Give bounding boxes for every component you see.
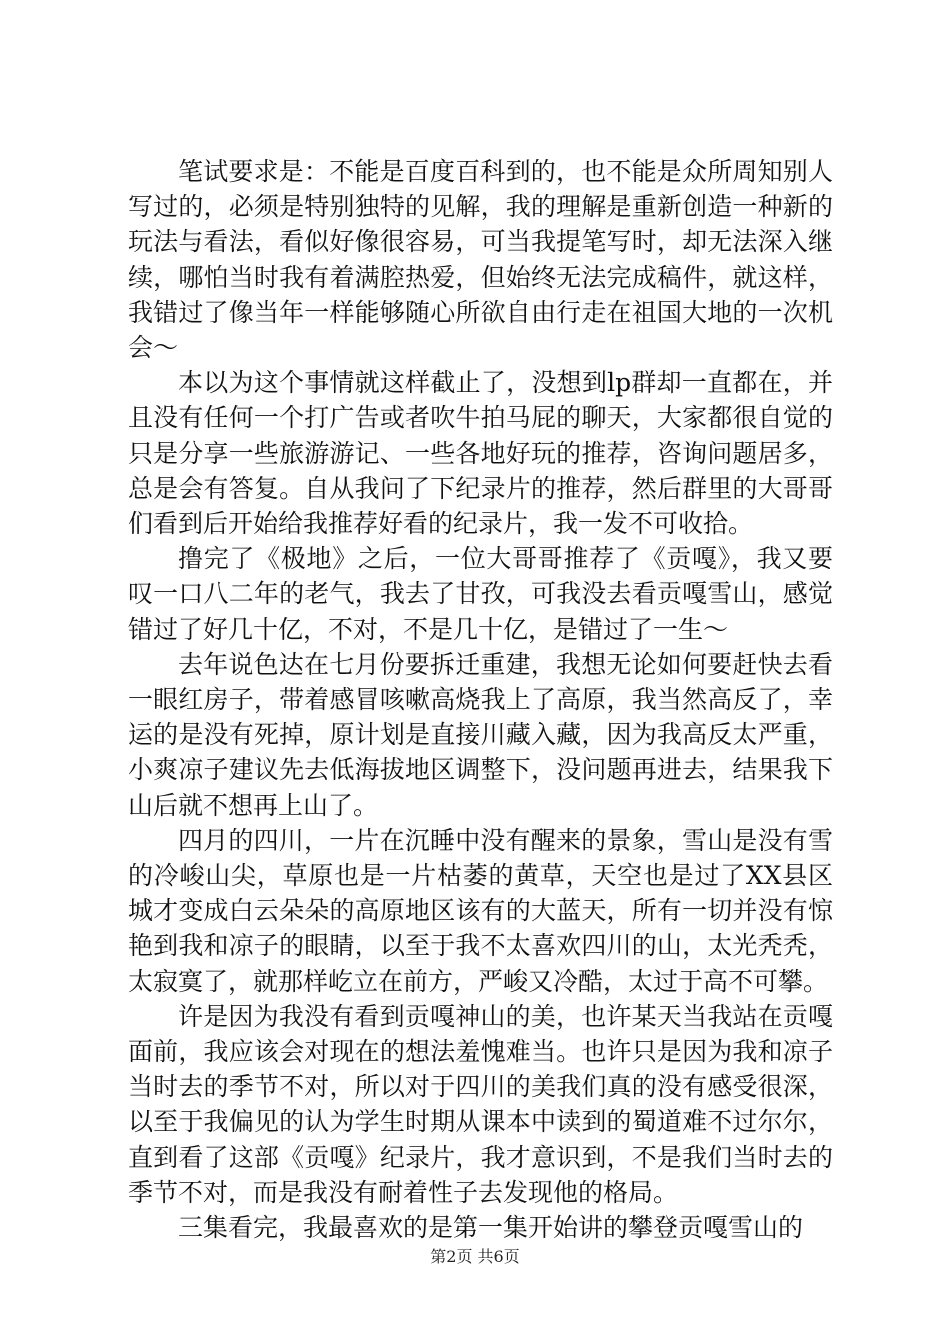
paragraph: 三集看完，我最喜欢的是第一集开始讲的攀登贡嘎雪山的: [178, 1213, 804, 1243]
paragraph: 笔试要求是：不能是百度百科到的，也不能是众所周知别人写过的，必须是特别独特的见解，我的理解是重新创造一种新的玩法与看法，看似好像很容易，可当我提笔写时，却无法深入继续，哪怕当时我有着满腔热爱，但始终无法完成稿件，就这样，我错过了像当年一样能够随心所欲自由行走在祖国大地的一次机会～: [128, 157, 833, 363]
paragraph: 撸完了《极地》之后，一位大哥哥推荐了《贡嘎》，我又要叹一口八二年的老气，我去了甘孜，可我没去看贡嘎雪山，感觉错过了好几十亿，不对，不是几十亿，是错过了一生～: [128, 544, 833, 644]
paragraph: 许是因为我没有看到贡嘎神山的美，也许某天当我站在贡嘎面前，我应该会对现在的想法羞愧难当。也许只是因为我和凉子当时去的季节不对，所以对于四川的美我们真的没有感受很深，以至于我偏见的认为学生时期从课本中读到的蜀道难不过尔尔，直到看了这部《贡嘎》纪录片，我才意识到，不是我们当时去的季节不对，而是我没有耐着性子去发现他的格局。: [128, 1001, 833, 1207]
paragraph: 四月的四川，一片在沉睡中没有醒来的景象，雪山是没有雪的冷峻山尖，草原也是一片枯萎的黄草，天空也是过了XX县区城才变成白云朵朵的高原地区该有的大蓝天，所有一切并没有惊艳到我和凉子的眼睛，以至于我不太喜欢四川的山，太光秃秃，太寂寞了，就那样屹立在前方，严峻又冷酷，太过于高不可攀。: [128, 825, 833, 996]
paragraph: 本以为这个事情就这样截止了，没想到lp群却一直都在，并且没有任何一个打广告或者吹牛拍马屁的聊天，大家都很自觉的只是分享一些旅游游记、一些各地好玩的推荐，咨询问题居多，总是会有答复。自从我问了下纪录片的推荐，然后群里的大哥哥们看到后开始给我推荐好看的纪录片，我一发不可收拾。: [128, 368, 833, 539]
page-number-footer: 第2页 共6页: [430, 1247, 520, 1266]
document-body: [128, 154, 833, 1245]
paragraph: 去年说色达在七月份要拆迁重建，我想无论如何要赶快去看一眼红房子，带着感冒咳嗽高烧我上了高原，我当然高反了，幸运的是没有死掉，原计划是直接川藏入藏，因为我高反太严重，小爽凉子建议先去低海拔地区调整下，没问题再进去，结果我下山后就不想再上山了。: [128, 649, 833, 820]
